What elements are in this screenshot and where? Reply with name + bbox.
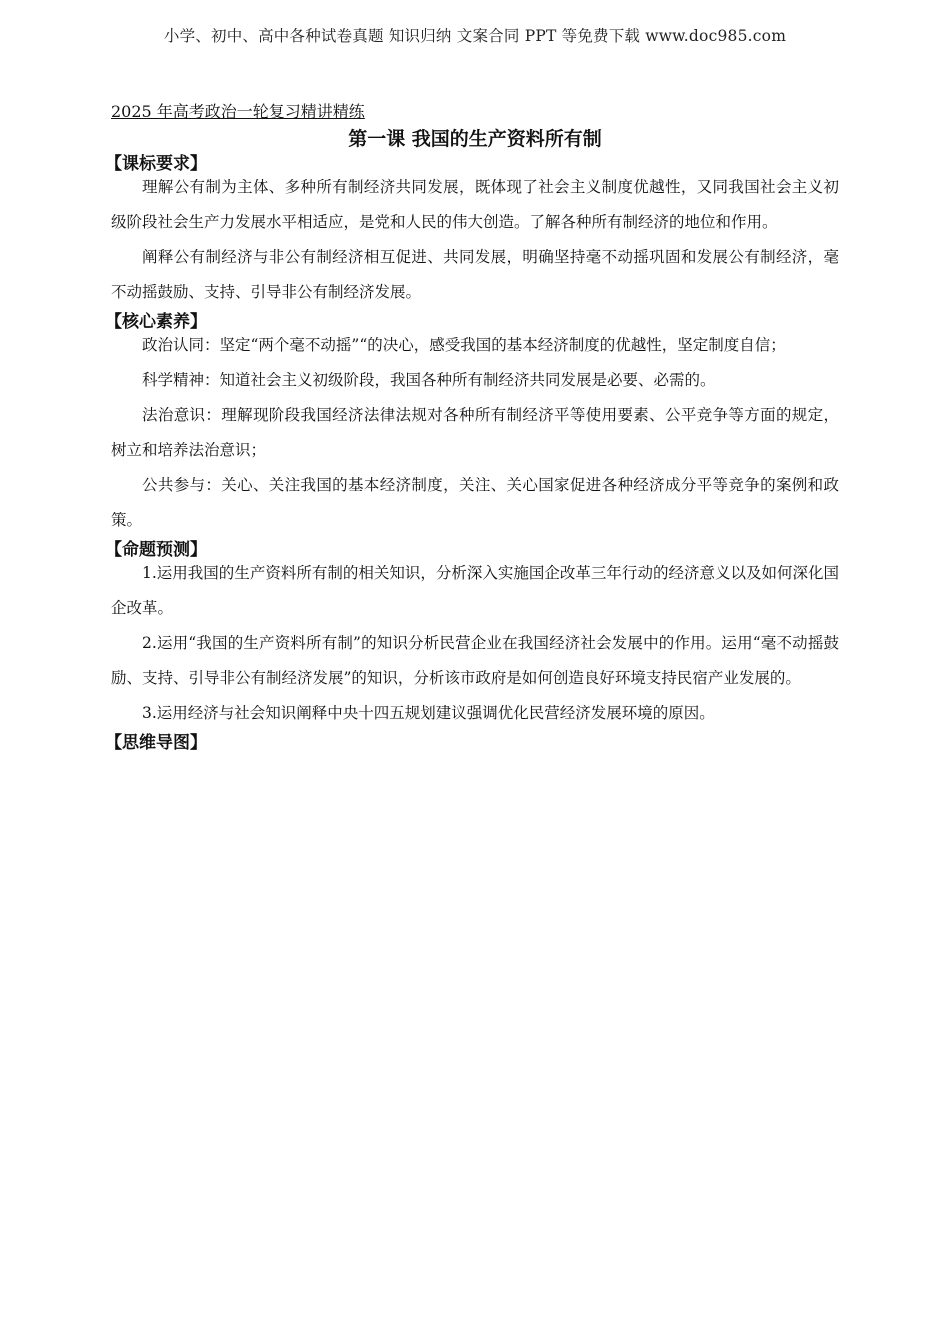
section-core-literacy <box>105 310 839 538</box>
section-heading: 【命题预测】 <box>105 540 207 560</box>
section-heading: 【核心素养】 <box>105 312 207 332</box>
paragraph: 政治认同：坚定“两个毫不动摇”“的决心，感受我国的基本经济制度的优越性，坚定制度自信； <box>142 336 786 354</box>
paragraph: 1.运用我国的生产资料所有制的相关知识，分析深入实施国企改革三年行动的经济意义以及如何深化国企改革。 <box>111 564 839 617</box>
section-curriculum-requirements <box>105 152 839 310</box>
section-heading: 【课标要求】 <box>105 154 207 174</box>
paragraph: 法治意识：理解现阶段我国经济法律法规对各种所有制经济平等使用要素、公平竞争等方面的规定，树立和培养法治意识； <box>111 406 839 459</box>
section-mind-map <box>105 731 839 755</box>
paragraph: 理解公有制为主体、多种所有制经济共同发展，既体现了社会主义制度优越性，又同我国社会主义初级阶段社会生产力发展水平相适应，是党和人民的伟大创造。了解各种所有制经济的地位和作用。 <box>111 178 839 231</box>
paragraph: 公共参与：关心、关注我国的基本经济制度，关注、关心国家促进各种经济成分平等竞争的案例和政策。 <box>111 476 839 529</box>
paragraph: 科学精神：知道社会主义初级阶段，我国各种所有制经济共同发展是必要、必需的。 <box>142 371 716 389</box>
section-heading: 【思维导图】 <box>105 733 207 753</box>
paragraph: 3.运用经济与社会知识阐释中央十四五规划建议强调优化民营经济发展环境的原因。 <box>142 704 715 722</box>
paragraph: 2.运用“我国的生产资料所有制”的知识分析民营企业在我国经济社会发展中的作用。运用“毫不动摇鼓励、支持、引导非公有制经济发展”的知识，分析该市政府是如何创造良好环境支持民宿产业发展的。 <box>111 634 839 687</box>
lesson-title: 第一课 我国的生产资料所有制 <box>348 128 602 150</box>
paragraph: 阐释公有制经济与非公有制经济相互促进、共同发展，明确坚持毫不动摇巩固和发展公有制经济，毫不动摇鼓励、支持、引导非公有制经济发展。 <box>111 248 839 301</box>
section-exam-prediction <box>105 538 839 731</box>
series-title: 2025 年高考政治一轮复习精讲精练 <box>111 102 365 121</box>
document-body <box>105 100 839 755</box>
header-banner: 小学、初中、高中各种试卷真题 知识归纳 文案合同 PPT 等免费下载 www.doc985.com <box>163 27 787 45</box>
